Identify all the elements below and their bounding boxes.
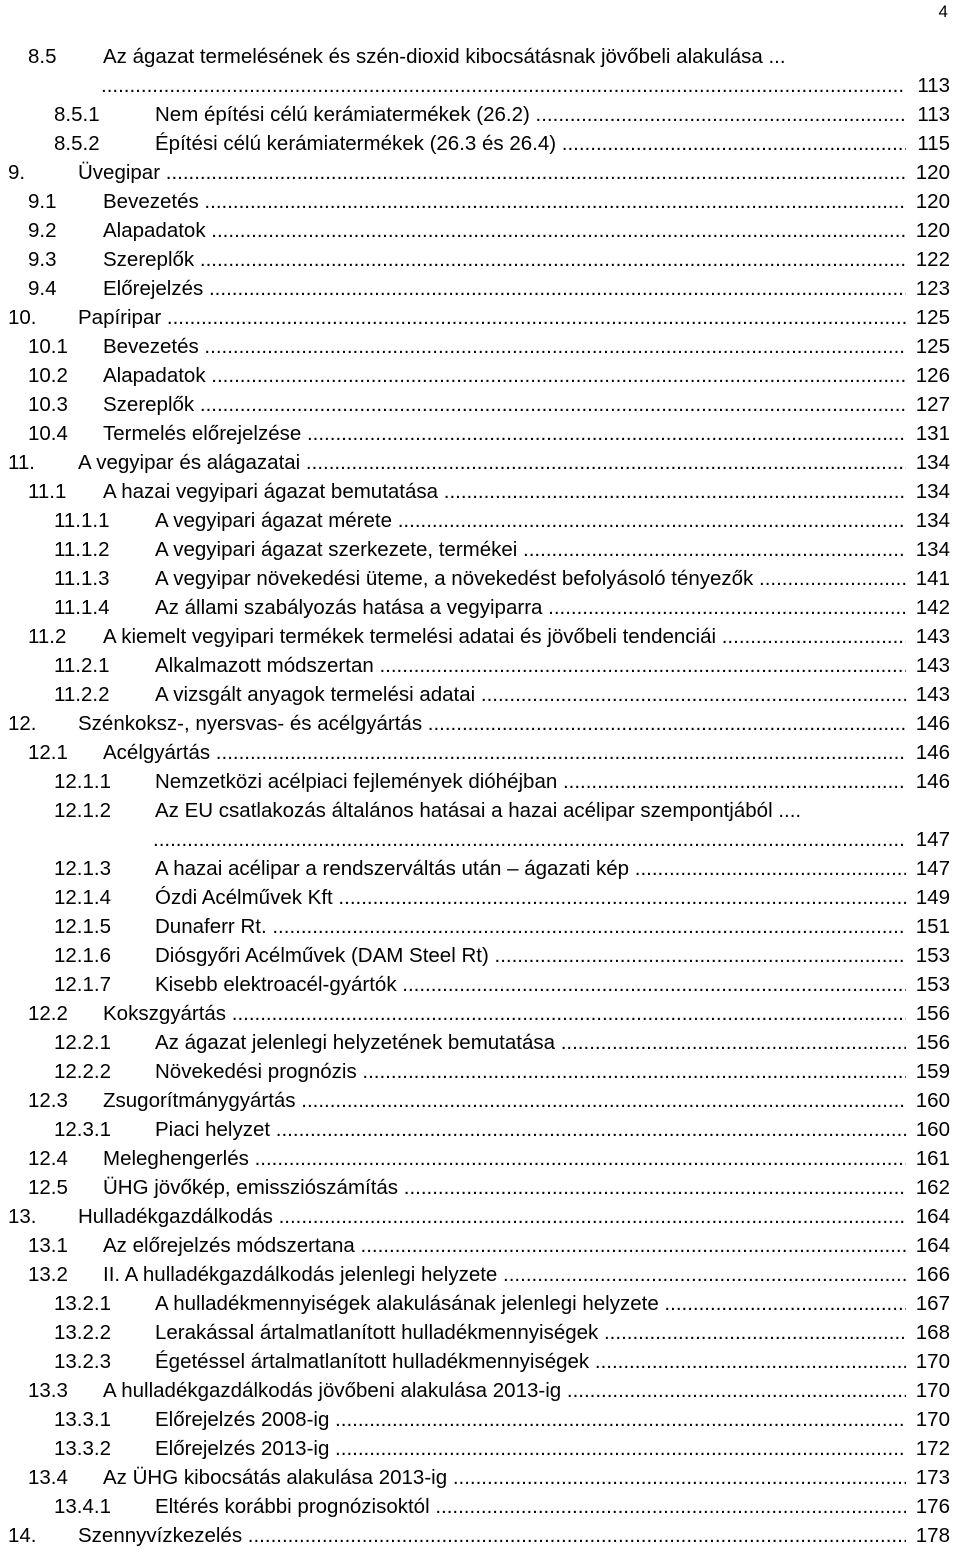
toc-entry-title: II. A hulladékgazdálkodás jelenlegi helyzete ..... xyxy=(103,1261,906,1289)
toc-entry-title: Az EU csatlakozás általános hatásai a hazai acélipar szempontjából .... xyxy=(155,799,802,822)
toc-entry-number: 11.1.1 xyxy=(54,509,110,532)
toc-entry-page: 120 xyxy=(908,159,950,187)
toc-entry-page: 160 xyxy=(908,1087,950,1115)
toc-entry[interactable] xyxy=(54,1116,950,1144)
toc-entry-page: 178 xyxy=(908,1522,950,1550)
toc-entry-page: 161 xyxy=(908,1145,950,1173)
toc-entry-title: Meleghengerlés ..... xyxy=(103,1145,906,1173)
toc-entry[interactable] xyxy=(54,565,950,593)
toc-entry[interactable] xyxy=(28,1261,950,1289)
toc-entry-title: A vegyipari ágazat mérete ..... xyxy=(155,507,906,535)
toc-entry-title: Papíripar ..... xyxy=(78,304,906,332)
toc-entry-title: Nemzetközi acélpiaci fejlemények dióhéjban ..... xyxy=(155,768,906,796)
toc-entry-number: 12. xyxy=(8,712,37,735)
toc-entry[interactable] xyxy=(28,1464,950,1492)
toc-entry-title: Zsugorítmánygyártás ..... xyxy=(103,1087,906,1115)
toc-entry-page: 167 xyxy=(908,1290,950,1318)
toc-entry-title: Alapadatok ..... xyxy=(103,362,906,390)
toc-entry-number: 13.2.2 xyxy=(54,1321,111,1344)
toc-entry-page: 125 xyxy=(908,304,950,332)
toc-entry-number: 12.3.1 xyxy=(54,1118,111,1141)
toc-entry-page: 122 xyxy=(908,246,950,274)
toc-entry[interactable] xyxy=(28,1174,950,1202)
toc-entry-number: 11.2.2 xyxy=(54,683,110,706)
toc-entry-page: 113 xyxy=(908,101,950,129)
toc-entry-number: 11.1.2 xyxy=(54,538,110,561)
toc-entry[interactable] xyxy=(54,594,950,622)
toc-entry-title: A vegyipar növekedési üteme, a növekedést befolyásoló tényezők ..... xyxy=(155,565,906,593)
toc-entry-number: 12.1 xyxy=(28,741,68,764)
toc-entry-title: Előrejelzés 2013-ig ..... xyxy=(155,1435,906,1463)
toc-entry-page: 143 xyxy=(908,681,950,709)
toc-entry-number: 12.1.3 xyxy=(54,857,111,880)
toc-entry-number: 12.3 xyxy=(28,1089,68,1112)
toc-entry-number: 12.1.1 xyxy=(54,770,111,793)
toc-entry-title: Hulladékgazdálkodás ..... xyxy=(78,1203,906,1231)
toc-entry-page: 149 xyxy=(908,884,950,912)
toc-entry-title: A hazai acélipar a rendszerváltás után – ágazati kép ..... xyxy=(155,855,906,883)
toc-entry-number: 12.1.4 xyxy=(54,886,111,909)
toc-entry[interactable] xyxy=(153,826,950,854)
toc-entry-title: A vegyipari ágazat szerkezete, termékei ..... xyxy=(155,536,906,564)
toc-entry-number: 13.4 xyxy=(28,1466,68,1489)
toc-entry-number: 11.2 xyxy=(28,625,67,648)
toc-entry[interactable] xyxy=(54,1493,950,1521)
toc-entry-number: 10. xyxy=(8,306,37,329)
toc-entry-number: 12.5 xyxy=(28,1176,68,1199)
toc-entry[interactable] xyxy=(54,768,950,796)
toc-entry-page: 156 xyxy=(908,1000,950,1028)
toc-entry-title: Szereplők ..... xyxy=(103,391,906,419)
toc-entry-title: Lerakással ártalmatlanított hulladékmennyiségek ..... xyxy=(155,1319,906,1347)
toc-entry-title: Égetéssel ártalmatlanított hulladékmennyiségek ..... xyxy=(155,1348,906,1376)
toc-entry-page: 143 xyxy=(908,652,950,680)
toc-entry[interactable] xyxy=(28,275,950,303)
toc-entry-number: 12.2.1 xyxy=(54,1031,111,1054)
toc-entry-title xyxy=(101,72,906,100)
toc-entry-number: 11. xyxy=(8,451,35,474)
page-number: 4 xyxy=(938,2,948,21)
toc-entry-page: 172 xyxy=(908,1435,950,1463)
toc-entry-number: 8.5 xyxy=(28,45,57,68)
toc-entry-title: A vizsgált anyagok termelési adatai ..... xyxy=(155,681,906,709)
toc-entry-page: 153 xyxy=(908,971,950,999)
toc-entry-page: 134 xyxy=(908,478,950,506)
toc-entry-title: Növekedési prognózis ..... xyxy=(155,1058,906,1086)
toc-entry-number: 12.1.6 xyxy=(54,944,111,967)
toc-entry-page: 125 xyxy=(908,333,950,361)
toc-entry-page: 160 xyxy=(908,1116,950,1144)
toc-entry-number: 12.1.7 xyxy=(54,973,111,996)
toc-entry-number: 9.3 xyxy=(28,248,57,271)
toc-entry-page: 164 xyxy=(908,1232,950,1260)
toc-entry-page: 127 xyxy=(908,391,950,419)
toc-entry-number: 12.1.5 xyxy=(54,915,111,938)
toc-entry[interactable] xyxy=(54,913,950,941)
toc-entry-number: 9.2 xyxy=(28,219,57,242)
toc-entry-title: Előrejelzés ..... xyxy=(103,275,906,303)
toc-entry[interactable] xyxy=(8,159,950,187)
toc-entry-page: 141 xyxy=(908,565,950,593)
toc-entry-page: 151 xyxy=(908,913,950,941)
toc-entry[interactable] xyxy=(28,420,950,448)
toc-entry-number: 13.2.3 xyxy=(54,1350,111,1373)
toc-entry-page: 162 xyxy=(908,1174,950,1202)
toc-entry[interactable] xyxy=(28,333,950,361)
toc-entry-page: 134 xyxy=(908,507,950,535)
toc-entry-page: 113 xyxy=(908,72,950,100)
toc-entry-page: 176 xyxy=(908,1493,950,1521)
toc-entry-page: 131 xyxy=(908,420,950,448)
toc-entry-number: 12.4 xyxy=(28,1147,68,1170)
toc-entry-title: A hazai vegyipari ágazat bemutatása ..... xyxy=(103,478,906,506)
toc-entry-page: 147 xyxy=(908,826,950,854)
toc-entry-title: Az ÜHG kibocsátás alakulása 2013-ig ..... xyxy=(103,1464,906,1492)
toc-entry-title: Szennyvízkezelés ..... xyxy=(78,1522,906,1550)
toc-entry[interactable] xyxy=(28,1087,950,1115)
toc-entry-number: 13.2.1 xyxy=(54,1292,111,1315)
toc-entry[interactable] xyxy=(54,1029,950,1057)
toc-entry-title: A kiemelt vegyipari termékek termelési adatai és jövőbeli tendenciái ..... xyxy=(103,623,906,651)
toc-entry-page: 143 xyxy=(908,623,950,651)
toc-entry-page: 134 xyxy=(908,536,950,564)
toc-entry[interactable] xyxy=(54,681,950,709)
toc-entry[interactable] xyxy=(54,942,950,970)
toc-entry[interactable] xyxy=(28,1000,950,1028)
toc-entry[interactable] xyxy=(8,710,950,738)
toc-entry-title: A hulladékmennyiségek alakulásának jelenlegi helyzete ..... xyxy=(155,1290,906,1318)
toc-entry-title: Nem építési célú kerámiatermékek (26.2) ..... xyxy=(155,101,906,129)
toc-entry-title: Termelés előrejelzése ..... xyxy=(103,420,906,448)
toc-entry-number: 13.3.1 xyxy=(54,1408,111,1431)
toc-entry-title: Az előrejelzés módszertana ..... xyxy=(103,1232,906,1260)
toc-entry-number: 10.4 xyxy=(28,422,68,445)
toc-entry-page: 123 xyxy=(908,275,950,303)
toc-entry-title: Az állami szabályozás hatása a vegyiparra ..... xyxy=(155,594,906,622)
toc-entry-title: Kokszgyártás ..... xyxy=(103,1000,906,1028)
toc-entry[interactable] xyxy=(28,478,950,506)
toc-entry-title: Alkalmazott módszertan ..... xyxy=(155,652,906,680)
toc-entry-title: Acélgyártás ..... xyxy=(103,739,906,767)
toc-entry-number: 13.2 xyxy=(28,1263,68,1286)
toc-entry-title xyxy=(153,826,906,854)
toc-entry-number: 13.4.1 xyxy=(54,1495,111,1518)
toc-entry-title: Bevezetés ..... xyxy=(103,333,906,361)
toc-entry-title: Előrejelzés 2008-ig ..... xyxy=(155,1406,906,1434)
toc-entry-title: Dunaferr Rt. ..... xyxy=(155,913,906,941)
toc-entry-number: 11.1.4 xyxy=(54,596,110,619)
toc-entry[interactable] xyxy=(54,884,950,912)
toc-entry[interactable] xyxy=(54,507,950,535)
toc-entry[interactable] xyxy=(54,1435,950,1463)
toc-entry[interactable] xyxy=(54,652,950,680)
toc-entry-title: A vegyipar és alágazatai ..... xyxy=(78,449,906,477)
toc-entry[interactable] xyxy=(54,1406,950,1434)
toc-entry[interactable] xyxy=(8,1203,950,1231)
toc-entry[interactable] xyxy=(54,536,950,564)
toc-entry-number: 10.3 xyxy=(28,393,68,416)
toc-entry-number: 9. xyxy=(8,161,26,184)
toc-entry-number: 13.1 xyxy=(28,1234,68,1257)
toc-entry-title: A hulladékgazdálkodás jövőbeni alakulása 2013-ig ..... xyxy=(103,1377,906,1405)
toc-entry-page: 156 xyxy=(908,1029,950,1057)
toc-entry[interactable] xyxy=(28,391,950,419)
toc-entry-title: Kisebb elektroacél-gyártók ..... xyxy=(155,971,906,999)
toc-entry-page: 120 xyxy=(908,188,950,216)
toc-entry-title: ÜHG jövőkép, emissziószámítás ..... xyxy=(103,1174,906,1202)
toc-entry-title: Diósgyőri Acélművek (DAM Steel Rt) ..... xyxy=(155,942,906,970)
toc-entry-number: 9.4 xyxy=(28,277,57,300)
toc-entry-number: 13.3.2 xyxy=(54,1437,111,1460)
toc-entry-title: Eltérés korábbi prognózisoktól ..... xyxy=(155,1493,906,1521)
toc-entry-title: Építési célú kerámiatermékek (26.3 és 26.4) ..... xyxy=(155,130,906,158)
toc-entry[interactable] xyxy=(54,797,950,825)
toc-entry-page: 170 xyxy=(908,1348,950,1376)
toc-entry[interactable] xyxy=(28,739,950,767)
toc-entry-page: 142 xyxy=(908,594,950,622)
toc-entry[interactable] xyxy=(54,1290,950,1318)
toc-entry-title: Az ágazat termelésének és szén-dioxid kibocsátásnak jövőbeli alakulása ... xyxy=(103,45,786,68)
toc-entry-page: 170 xyxy=(908,1406,950,1434)
toc-entry-number: 10.1 xyxy=(28,335,68,358)
toc-entry-number: 10.2 xyxy=(28,364,68,387)
toc-entry-number: 13.3 xyxy=(28,1379,68,1402)
toc-entry[interactable] xyxy=(28,1232,950,1260)
toc-entry-number: 11.1 xyxy=(28,480,67,503)
toc-entry-page: 146 xyxy=(908,768,950,796)
toc-entry-title: Szereplők ..... xyxy=(103,246,906,274)
toc-entry-title: Ózdi Acélművek Kft ..... xyxy=(155,884,906,912)
toc-entry-number: 13. xyxy=(8,1205,37,1228)
toc-entry[interactable] xyxy=(54,855,950,883)
toc-entry[interactable] xyxy=(54,1319,950,1347)
toc-entry[interactable] xyxy=(28,43,950,71)
toc-entry-page: 153 xyxy=(908,942,950,970)
toc-entry-page: 147 xyxy=(908,855,950,883)
toc-entry-number: 11.2.1 xyxy=(54,654,110,677)
toc-entry-title: Üvegipar ..... xyxy=(78,159,906,187)
toc-entry[interactable] xyxy=(28,1377,950,1405)
toc-entry-number: 8.5.1 xyxy=(54,103,100,126)
toc-entry[interactable] xyxy=(28,623,950,651)
toc-entry[interactable] xyxy=(28,362,950,390)
toc-entry[interactable] xyxy=(28,188,950,216)
toc-entry-page: 168 xyxy=(908,1319,950,1347)
toc-entry-page: 166 xyxy=(908,1261,950,1289)
toc-entry-number: 12.2 xyxy=(28,1002,68,1025)
toc-entry[interactable] xyxy=(101,72,950,100)
toc-entry[interactable] xyxy=(54,1348,950,1376)
toc-entry-title: Piaci helyzet ..... xyxy=(155,1116,906,1144)
toc-entry-page: 126 xyxy=(908,362,950,390)
toc-entry-number: 11.1.3 xyxy=(54,567,110,590)
toc-entry-title: Bevezetés ..... xyxy=(103,188,906,216)
toc-entry[interactable] xyxy=(28,217,950,245)
toc-entry[interactable] xyxy=(8,1522,950,1550)
toc-entry[interactable] xyxy=(54,130,950,158)
toc-entry-page: 134 xyxy=(908,449,950,477)
toc-entry[interactable] xyxy=(54,101,950,129)
toc-entry[interactable] xyxy=(28,1145,950,1173)
toc-entry-page: 120 xyxy=(908,217,950,245)
toc-entry-number: 8.5.2 xyxy=(54,132,100,155)
toc-entry-title: Alapadatok ..... xyxy=(103,217,906,245)
toc-entry[interactable] xyxy=(8,449,950,477)
toc-entry-page: 115 xyxy=(908,130,950,158)
toc-entry[interactable] xyxy=(8,304,950,332)
toc-entry[interactable] xyxy=(54,971,950,999)
toc-entry[interactable] xyxy=(54,1058,950,1086)
toc-entry-page: 170 xyxy=(908,1377,950,1405)
toc-entry-page: 173 xyxy=(908,1464,950,1492)
toc-entry-page: 146 xyxy=(908,739,950,767)
toc-entry-number: 14. xyxy=(8,1524,37,1547)
toc-entry-page: 146 xyxy=(908,710,950,738)
toc-entry[interactable] xyxy=(28,246,950,274)
toc-entry-number: 12.1.2 xyxy=(54,799,111,822)
toc-entry-title: Szénkoksz-, nyersvas- és acélgyártás ..... xyxy=(78,710,906,738)
toc-entry-page: 159 xyxy=(908,1058,950,1086)
toc-entry-number: 12.2.2 xyxy=(54,1060,111,1083)
toc-entry-title: Az ágazat jelenlegi helyzetének bemutatása ..... xyxy=(155,1029,906,1057)
toc-entry-page: 164 xyxy=(908,1203,950,1231)
toc-entry-number: 9.1 xyxy=(28,190,57,213)
